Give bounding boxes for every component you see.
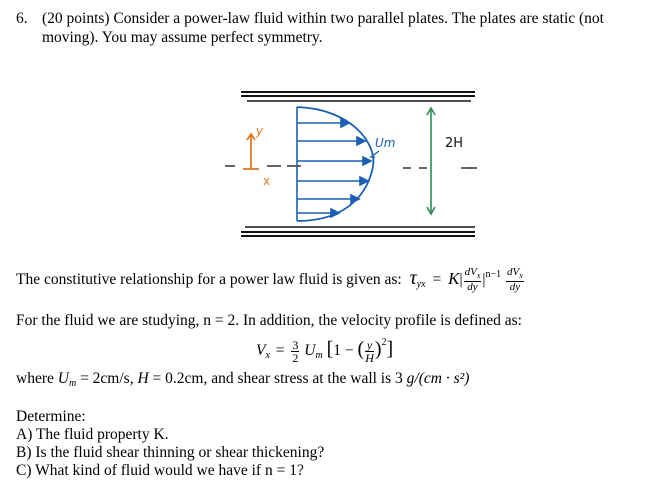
where-line <box>16 370 469 393</box>
square-exponent: 2 <box>381 337 387 348</box>
abs-open: | <box>459 271 463 288</box>
problem-line-2: moving). You may assume perfect symmetry. <box>42 29 323 46</box>
where-units: g/(cm · s²) <box>406 370 470 387</box>
velocity-profile <box>297 107 373 221</box>
u-symbol: U <box>304 342 316 359</box>
where-h: H <box>137 370 149 387</box>
u-subscript: m <box>315 350 323 361</box>
question-a: A) The fluid property K. <box>16 426 169 443</box>
coordinate-axes <box>243 134 259 169</box>
height-label: 2H <box>445 136 464 151</box>
v-equals: = <box>275 342 285 359</box>
equals-sign: = <box>432 271 442 288</box>
question-c: C) What kind of fluid would we have if n = 1? <box>16 462 304 479</box>
constitutive-text: The constitutive relationship for a power law fluid is given as: <box>16 271 402 288</box>
flow-diagram <box>225 85 485 245</box>
um-label: Um <box>375 136 396 150</box>
tau-subscript: yx <box>416 279 426 290</box>
question-b: B) Is the fluid shear thinning or shear thickening? <box>16 444 325 461</box>
bracket-open: [ <box>326 338 334 360</box>
determine-heading: Determine: <box>16 408 86 425</box>
velocity-equation <box>256 334 393 365</box>
constitutive-line <box>16 266 525 294</box>
fluid-statement: For the fluid we are studying, n = 2. In addition, the velocity profile is defined as: <box>16 312 522 329</box>
velocity-arrows <box>297 119 371 217</box>
v-symbol: V <box>256 342 266 359</box>
exponent: n−1 <box>485 269 502 280</box>
tau-symbol: τ <box>409 267 417 289</box>
where-h-value: = 0.2cm, and shear stress at the wall is 3 <box>148 370 407 387</box>
x-axis-label: x <box>263 174 271 188</box>
height-arrow <box>427 108 435 214</box>
bracket-close: ] <box>386 338 394 360</box>
paren-close: ) <box>374 338 382 360</box>
problem-number: 6. <box>16 10 28 27</box>
where-word: where <box>16 370 54 387</box>
one-minus: 1 − <box>333 342 354 359</box>
y-over-h: $\frac{y}{H}$ <box>365 337 374 365</box>
abs-close: | <box>482 271 486 288</box>
where-u: U <box>57 370 69 387</box>
y-axis-label: y <box>256 124 264 138</box>
where-um-value: = 2cm/s, <box>76 370 138 387</box>
three-halves: $\frac{3}{2}$ <box>292 337 299 365</box>
derivative-fraction: $\frac{dV_x}{dy}$ <box>464 266 481 294</box>
v-subscript: x <box>265 350 270 361</box>
problem-line-1: (20 points) Consider a power-law fluid within two parallel plates. The plates are static (not <box>42 10 604 27</box>
k-symbol: K <box>448 269 460 288</box>
where-u-subscript: m <box>68 378 77 389</box>
derivative-fraction-2: $\frac{dV_x}{dy}$ <box>507 266 523 294</box>
centerline <box>225 166 477 168</box>
paren-open: ( <box>357 338 365 360</box>
